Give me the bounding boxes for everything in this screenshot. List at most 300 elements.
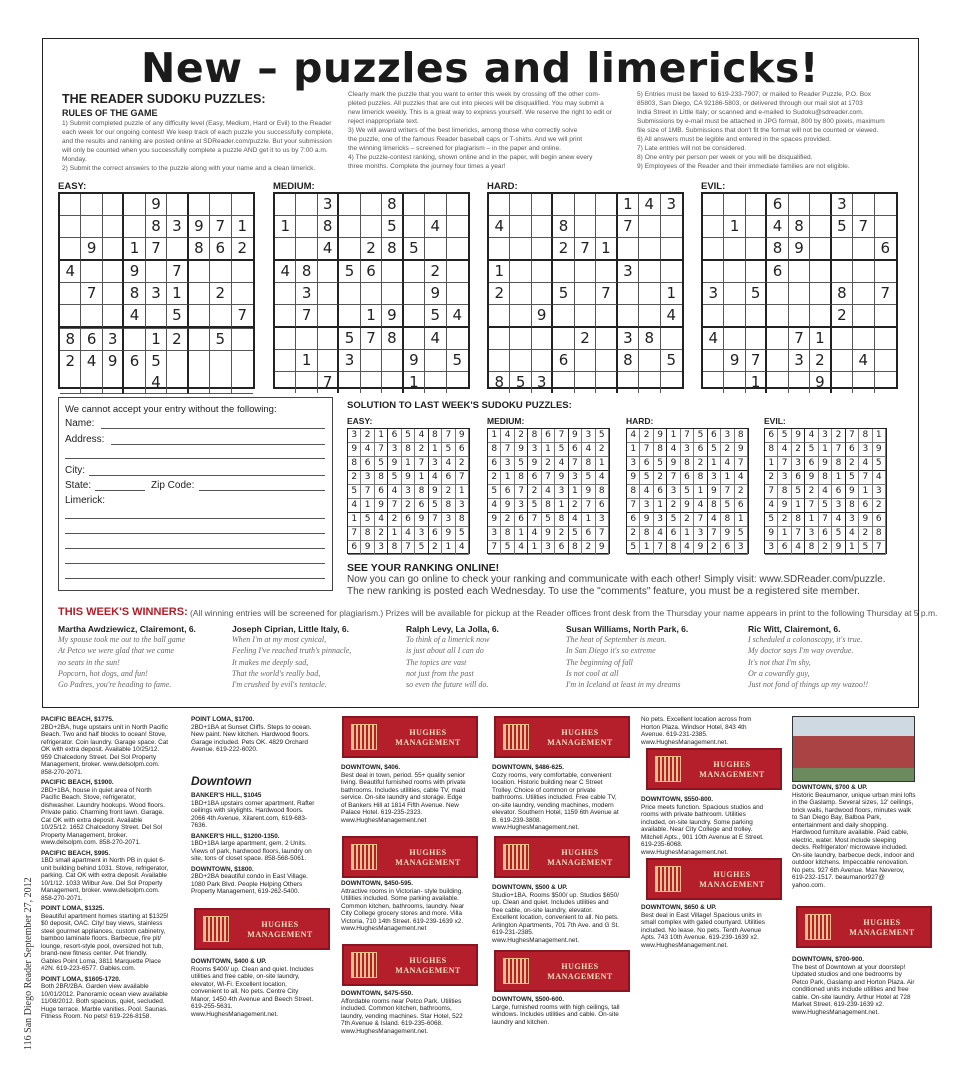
hughes-management-ad[interactable]	[342, 836, 478, 878]
hughes-management-ad[interactable]	[494, 950, 630, 992]
sudoku-cell[interactable]	[746, 261, 767, 283]
sudoku-cell[interactable]	[789, 305, 810, 328]
sudoku-cell[interactable]: 1	[361, 305, 382, 328]
sudoku-cell[interactable]	[489, 305, 510, 328]
sudoku-cell[interactable]: 6	[210, 238, 231, 261]
sudoku-cell[interactable]: 9	[81, 238, 102, 261]
sudoku-cell[interactable]	[703, 261, 724, 283]
sudoku-cell[interactable]	[703, 372, 724, 393]
sudoku-cell[interactable]: 2	[425, 261, 446, 283]
sudoku-cell[interactable]	[318, 283, 339, 305]
sudoku-cell[interactable]	[318, 261, 339, 283]
sudoku-cell[interactable]	[425, 350, 446, 372]
sudoku-cell[interactable]	[724, 238, 745, 261]
sudoku-cell[interactable]	[296, 238, 317, 261]
sudoku-cell[interactable]: 9	[724, 350, 745, 372]
sudoku-cell[interactable]	[404, 305, 425, 328]
sudoku-cell[interactable]	[361, 216, 382, 238]
sudoku-cell[interactable]	[703, 238, 724, 261]
sudoku-cell[interactable]	[167, 194, 188, 216]
sudoku-cell[interactable]	[210, 261, 231, 283]
sudoku-cell[interactable]	[425, 372, 446, 393]
sudoku-cell[interactable]	[789, 194, 810, 216]
sudoku-cell[interactable]	[532, 350, 553, 372]
sudoku-cell[interactable]: 5	[404, 238, 425, 261]
sudoku-cell[interactable]: 7	[875, 283, 896, 305]
hughes-management-ad[interactable]	[494, 836, 630, 878]
sudoku-cell[interactable]	[167, 372, 188, 394]
sudoku-cell[interactable]: 1	[167, 283, 188, 305]
sudoku-cell[interactable]: 9	[789, 238, 810, 261]
sudoku-cell[interactable]	[510, 328, 531, 350]
sudoku-cell[interactable]: 7	[318, 372, 339, 393]
sudoku-cell[interactable]: 3	[789, 350, 810, 372]
sudoku-cell[interactable]	[382, 261, 403, 283]
sudoku-cell[interactable]: 4	[425, 216, 446, 238]
sudoku-cell[interactable]: 8	[60, 329, 81, 351]
sudoku-cell[interactable]	[275, 283, 296, 305]
sudoku-cell[interactable]: 6	[875, 238, 896, 261]
sudoku-cell[interactable]	[639, 238, 660, 261]
sudoku-cell[interactable]: 4	[275, 261, 296, 283]
sudoku-cell[interactable]	[639, 261, 660, 283]
sudoku-cell[interactable]	[532, 216, 553, 238]
sudoku-cell[interactable]: 8	[318, 216, 339, 238]
sudoku-cell[interactable]: 8	[382, 194, 403, 216]
sudoku-cell[interactable]	[60, 194, 81, 216]
sudoku-cell[interactable]	[875, 305, 896, 328]
sudoku-cell[interactable]: 3	[832, 194, 853, 216]
sudoku-cell[interactable]	[339, 194, 360, 216]
sudoku-cell[interactable]: 6	[553, 350, 574, 372]
sudoku-cell[interactable]	[724, 305, 745, 328]
sudoku-cell[interactable]	[661, 261, 682, 283]
sudoku-cell[interactable]: 9	[532, 305, 553, 328]
sudoku-cell[interactable]: 8	[296, 261, 317, 283]
sudoku-cell[interactable]: 2	[232, 238, 253, 261]
sudoku-cell[interactable]	[661, 372, 682, 393]
sudoku-cell[interactable]	[553, 305, 574, 328]
city-line[interactable]	[89, 475, 325, 476]
sudoku-cell[interactable]	[532, 238, 553, 261]
sudoku-cell[interactable]: 4	[703, 328, 724, 350]
sudoku-cell[interactable]	[596, 328, 617, 350]
sudoku-cell[interactable]	[553, 328, 574, 350]
sudoku-cell[interactable]	[318, 328, 339, 350]
sudoku-cell[interactable]	[661, 328, 682, 350]
sudoku-cell[interactable]	[425, 194, 446, 216]
sudoku-cell[interactable]	[575, 350, 596, 372]
sudoku-cell[interactable]	[596, 261, 617, 283]
sudoku-cell[interactable]: 4	[447, 305, 468, 328]
sudoku-cell[interactable]	[875, 261, 896, 283]
sudoku-cell[interactable]	[60, 305, 81, 328]
sudoku-cell[interactable]: 4	[81, 351, 102, 372]
sudoku-cell[interactable]: 1	[275, 216, 296, 238]
sudoku-cell[interactable]	[232, 283, 253, 305]
sudoku-cell[interactable]: 3	[103, 329, 124, 351]
sudoku-cell[interactable]	[404, 328, 425, 350]
sudoku-cell[interactable]: 5	[425, 305, 446, 328]
sudoku-cell[interactable]	[81, 194, 102, 216]
hughes-management-ad[interactable]	[646, 858, 782, 900]
sudoku-cell[interactable]: 1	[724, 216, 745, 238]
sudoku-cell[interactable]	[296, 372, 317, 393]
sudoku-cell[interactable]	[703, 216, 724, 238]
sudoku-cell[interactable]	[767, 328, 788, 350]
sudoku-cell[interactable]: 1	[146, 329, 167, 351]
sudoku-cell[interactable]	[789, 261, 810, 283]
sudoku-cell[interactable]: 5	[146, 351, 167, 372]
sudoku-cell[interactable]	[210, 351, 231, 372]
sudoku-cell[interactable]: 2	[167, 329, 188, 351]
sudoku-cell[interactable]: 7	[167, 261, 188, 283]
sudoku-cell[interactable]	[361, 372, 382, 393]
sudoku-cell[interactable]: 8	[618, 350, 639, 372]
sudoku-cell[interactable]	[532, 283, 553, 305]
sudoku-cell[interactable]: 9	[382, 305, 403, 328]
sudoku-cell[interactable]	[596, 372, 617, 393]
sudoku-cell[interactable]: 8	[767, 238, 788, 261]
sudoku-cell[interactable]	[789, 372, 810, 393]
hughes-management-ad[interactable]	[342, 944, 478, 986]
sudoku-cell[interactable]: 2	[60, 351, 81, 372]
sudoku-cell[interactable]: 8	[832, 283, 853, 305]
sudoku-cell[interactable]: 1	[124, 238, 145, 261]
limerick-line[interactable]	[65, 578, 325, 579]
sudoku-cell[interactable]	[596, 350, 617, 372]
sudoku-cell[interactable]: 9	[810, 372, 831, 393]
sudoku-cell[interactable]: 5	[510, 372, 531, 393]
sudoku-cell[interactable]	[339, 372, 360, 393]
sudoku-cell[interactable]: 6	[124, 351, 145, 372]
sudoku-cell[interactable]: 5	[661, 350, 682, 372]
sudoku-cell[interactable]	[103, 238, 124, 261]
sudoku-cell[interactable]: 7	[81, 283, 102, 305]
sudoku-cell[interactable]	[724, 328, 745, 350]
sudoku-cell[interactable]	[703, 350, 724, 372]
sudoku-cell[interactable]: 8	[189, 238, 210, 261]
sudoku-cell[interactable]: 5	[746, 283, 767, 305]
sudoku-cell[interactable]: 8	[146, 216, 167, 238]
sudoku-cell[interactable]	[296, 194, 317, 216]
sudoku-cell[interactable]: 9	[404, 350, 425, 372]
sudoku-cell[interactable]: 5	[339, 261, 360, 283]
sudoku-cell[interactable]	[189, 283, 210, 305]
sudoku-cell[interactable]	[661, 216, 682, 238]
sudoku-cell[interactable]	[553, 194, 574, 216]
sudoku-cell[interactable]: 8	[382, 238, 403, 261]
sudoku-cell[interactable]	[510, 216, 531, 238]
sudoku-cell[interactable]	[875, 328, 896, 350]
sudoku-cell[interactable]	[853, 305, 874, 328]
sudoku-cell[interactable]: 7	[746, 350, 767, 372]
sudoku-cell[interactable]: 5	[447, 350, 468, 372]
sudoku-cell[interactable]	[189, 351, 210, 372]
sudoku-cell[interactable]	[167, 351, 188, 372]
hughes-management-ad[interactable]	[342, 716, 478, 758]
sudoku-cell[interactable]	[510, 350, 531, 372]
sudoku-cell[interactable]	[124, 216, 145, 238]
sudoku-cell[interactable]: 2	[832, 305, 853, 328]
sudoku-cell[interactable]: 6	[767, 261, 788, 283]
sudoku-cell[interactable]	[232, 372, 253, 394]
sudoku-cell[interactable]	[81, 305, 102, 328]
sudoku-cell[interactable]	[724, 261, 745, 283]
sudoku-cell[interactable]	[853, 372, 874, 393]
sudoku-cell[interactable]	[60, 238, 81, 261]
sudoku-cell[interactable]	[382, 283, 403, 305]
sudoku-cell[interactable]	[639, 216, 660, 238]
name-line[interactable]	[101, 428, 325, 429]
sudoku-cell[interactable]	[60, 372, 81, 394]
sudoku-cell[interactable]	[189, 329, 210, 351]
sudoku-cell[interactable]: 2	[361, 238, 382, 261]
sudoku-cell[interactable]	[618, 238, 639, 261]
sudoku-cell[interactable]: 1	[296, 350, 317, 372]
sudoku-cell[interactable]: 3	[146, 283, 167, 305]
sudoku-cell[interactable]	[639, 283, 660, 305]
sudoku-cell[interactable]: 7	[146, 238, 167, 261]
sudoku-cell[interactable]: 3	[532, 372, 553, 393]
sudoku-cell[interactable]: 1	[810, 328, 831, 350]
sudoku-cell[interactable]	[275, 194, 296, 216]
sudoku-cell[interactable]: 6	[81, 329, 102, 351]
sudoku-cell[interactable]	[553, 261, 574, 283]
sudoku-cell[interactable]: 7	[853, 216, 874, 238]
sudoku-cell[interactable]	[275, 238, 296, 261]
sudoku-cell[interactable]	[853, 283, 874, 305]
sudoku-cell[interactable]	[596, 216, 617, 238]
sudoku-cell[interactable]	[746, 305, 767, 328]
sudoku-cell[interactable]	[318, 305, 339, 328]
sudoku-cell[interactable]: 2	[810, 350, 831, 372]
sudoku-cell[interactable]	[810, 283, 831, 305]
sudoku-cell[interactable]	[447, 238, 468, 261]
sudoku-cell[interactable]	[232, 261, 253, 283]
sudoku-cell[interactable]	[146, 261, 167, 283]
sudoku-cell[interactable]	[767, 372, 788, 393]
sudoku-cell[interactable]	[575, 372, 596, 393]
sudoku-cell[interactable]	[124, 329, 145, 351]
sudoku-cell[interactable]	[510, 305, 531, 328]
sudoku-cell[interactable]: 7	[618, 216, 639, 238]
sudoku-cell[interactable]	[275, 350, 296, 372]
sudoku-cell[interactable]	[789, 283, 810, 305]
sudoku-cell[interactable]	[404, 194, 425, 216]
sudoku-cell[interactable]: 1	[618, 194, 639, 216]
sudoku-cell[interactable]	[746, 238, 767, 261]
sudoku-cell[interactable]	[575, 216, 596, 238]
sudoku-cell[interactable]	[832, 350, 853, 372]
sudoku-cell[interactable]	[210, 372, 231, 394]
sudoku-cell[interactable]	[853, 238, 874, 261]
sudoku-cell[interactable]: 1	[661, 283, 682, 305]
sudoku-cell[interactable]: 5	[382, 216, 403, 238]
sudoku-cell[interactable]	[404, 261, 425, 283]
sudoku-cell[interactable]: 8	[789, 216, 810, 238]
sudoku-cell[interactable]: 3	[703, 283, 724, 305]
sudoku-cell[interactable]	[489, 328, 510, 350]
sudoku-cell[interactable]: 5	[339, 328, 360, 350]
sudoku-cell[interactable]: 3	[618, 261, 639, 283]
sudoku-cell[interactable]	[447, 261, 468, 283]
sudoku-cell[interactable]	[746, 216, 767, 238]
sudoku-cell[interactable]	[210, 305, 231, 328]
sudoku-cell[interactable]	[296, 216, 317, 238]
sudoku-cell[interactable]: 8	[124, 283, 145, 305]
sudoku-cell[interactable]: 6	[767, 194, 788, 216]
limerick-line[interactable]	[65, 518, 325, 519]
sudoku-cell[interactable]	[767, 350, 788, 372]
sudoku-cell[interactable]	[596, 305, 617, 328]
sudoku-cell[interactable]: 4	[425, 328, 446, 350]
sudoku-cell[interactable]: 5	[832, 216, 853, 238]
sudoku-cell[interactable]: 4	[124, 305, 145, 328]
sudoku-cell[interactable]	[618, 283, 639, 305]
sudoku-cell[interactable]	[489, 238, 510, 261]
address-line-2[interactable]	[65, 458, 325, 459]
sudoku-cell[interactable]: 2	[553, 238, 574, 261]
sudoku-cell[interactable]: 2	[575, 328, 596, 350]
sudoku-cell[interactable]: 1	[489, 261, 510, 283]
sudoku-cell[interactable]	[853, 261, 874, 283]
sudoku-cell[interactable]: 3	[339, 350, 360, 372]
sudoku-cell[interactable]	[189, 305, 210, 328]
sudoku-cell[interactable]	[60, 216, 81, 238]
sudoku-cell[interactable]	[447, 216, 468, 238]
sudoku-cell[interactable]	[510, 283, 531, 305]
sudoku-cell[interactable]: 1	[232, 216, 253, 238]
sudoku-cell[interactable]: 7	[596, 283, 617, 305]
hughes-management-ad[interactable]	[494, 716, 630, 758]
sudoku-cell[interactable]	[810, 261, 831, 283]
sudoku-cell[interactable]: 7	[210, 216, 231, 238]
sudoku-cell[interactable]: 5	[553, 283, 574, 305]
sudoku-cell[interactable]: 1	[404, 372, 425, 393]
sudoku-cell[interactable]: 9	[124, 261, 145, 283]
sudoku-cell[interactable]	[875, 194, 896, 216]
hughes-management-ad[interactable]	[646, 748, 782, 790]
sudoku-cell[interactable]	[724, 283, 745, 305]
sudoku-cell[interactable]	[404, 283, 425, 305]
sudoku-cell[interactable]: 7	[232, 305, 253, 328]
sudoku-cell[interactable]: 8	[489, 372, 510, 393]
sudoku-cell[interactable]	[232, 194, 253, 216]
sudoku-cell[interactable]	[618, 372, 639, 393]
sudoku-cell[interactable]	[361, 283, 382, 305]
sudoku-cell[interactable]	[103, 216, 124, 238]
sudoku-cell[interactable]	[767, 305, 788, 328]
sudoku-cell[interactable]	[853, 328, 874, 350]
sudoku-cell[interactable]: 5	[167, 305, 188, 328]
sudoku-cell[interactable]: 4	[60, 261, 81, 283]
sudoku-cell[interactable]: 7	[361, 328, 382, 350]
sudoku-cell[interactable]	[103, 372, 124, 394]
sudoku-cell[interactable]	[575, 194, 596, 216]
sudoku-cell[interactable]	[832, 328, 853, 350]
sudoku-cell[interactable]: 7	[789, 328, 810, 350]
sudoku-cell[interactable]	[489, 350, 510, 372]
sudoku-cell[interactable]	[575, 283, 596, 305]
sudoku-cell[interactable]: 1	[596, 238, 617, 261]
sudoku-cell[interactable]: 2	[489, 283, 510, 305]
sudoku-cell[interactable]: 9	[425, 283, 446, 305]
sudoku-cell[interactable]	[103, 261, 124, 283]
sudoku-cell[interactable]	[810, 216, 831, 238]
sudoku-cell[interactable]	[875, 350, 896, 372]
sudoku-cell[interactable]	[510, 261, 531, 283]
sudoku-cell[interactable]: 4	[146, 372, 167, 394]
sudoku-cell[interactable]	[810, 238, 831, 261]
sudoku-cell[interactable]	[361, 194, 382, 216]
sudoku-cell[interactable]	[124, 194, 145, 216]
sudoku-cell[interactable]	[382, 350, 403, 372]
sudoku-cell[interactable]	[339, 216, 360, 238]
sudoku-cell[interactable]	[210, 194, 231, 216]
sudoku-cell[interactable]	[339, 283, 360, 305]
sudoku-cell[interactable]: 3	[296, 283, 317, 305]
sudoku-cell[interactable]	[618, 305, 639, 328]
sudoku-cell[interactable]	[724, 372, 745, 393]
sudoku-cell[interactable]	[447, 372, 468, 393]
sudoku-cell[interactable]	[703, 194, 724, 216]
hughes-management-ad[interactable]	[796, 906, 932, 948]
sudoku-cell[interactable]: 1	[746, 372, 767, 393]
sudoku-cell[interactable]	[447, 194, 468, 216]
sudoku-cell[interactable]: 8	[553, 216, 574, 238]
sudoku-cell[interactable]: 6	[361, 261, 382, 283]
sudoku-cell[interactable]	[103, 283, 124, 305]
sudoku-cell[interactable]: 4	[767, 216, 788, 238]
sudoku-cell[interactable]	[124, 372, 145, 394]
sudoku-cell[interactable]: 3	[618, 328, 639, 350]
hughes-management-ad[interactable]	[194, 908, 330, 950]
sudoku-cell[interactable]: 8	[382, 328, 403, 350]
sudoku-cell[interactable]	[189, 372, 210, 394]
sudoku-cell[interactable]	[189, 194, 210, 216]
sudoku-cell[interactable]	[275, 328, 296, 350]
sudoku-cell[interactable]	[832, 372, 853, 393]
sudoku-cell[interactable]	[532, 261, 553, 283]
sudoku-cell[interactable]	[189, 261, 210, 283]
sudoku-cell[interactable]: 4	[853, 350, 874, 372]
sudoku-cell[interactable]	[81, 216, 102, 238]
sudoku-cell[interactable]	[553, 372, 574, 393]
sudoku-cell[interactable]	[339, 305, 360, 328]
sudoku-cell[interactable]: 9	[189, 216, 210, 238]
sudoku-cell[interactable]	[232, 329, 253, 351]
sudoku-cell[interactable]	[232, 351, 253, 372]
sudoku-cell[interactable]: 9	[146, 194, 167, 216]
sudoku-cell[interactable]: 3	[318, 194, 339, 216]
address-line[interactable]	[111, 444, 325, 445]
sudoku-cell[interactable]	[832, 238, 853, 261]
sudoku-cell[interactable]	[296, 328, 317, 350]
sudoku-cell[interactable]	[767, 283, 788, 305]
sudoku-cell[interactable]	[724, 194, 745, 216]
sudoku-cell[interactable]	[103, 305, 124, 328]
sudoku-cell[interactable]	[339, 238, 360, 261]
sudoku-cell[interactable]	[703, 305, 724, 328]
sudoku-cell[interactable]	[810, 194, 831, 216]
sudoku-cell[interactable]	[318, 350, 339, 372]
sudoku-cell[interactable]	[167, 238, 188, 261]
sudoku-cell[interactable]	[510, 194, 531, 216]
sudoku-cell[interactable]	[275, 372, 296, 393]
sudoku-cell[interactable]	[425, 238, 446, 261]
limerick-line[interactable]	[65, 563, 325, 564]
